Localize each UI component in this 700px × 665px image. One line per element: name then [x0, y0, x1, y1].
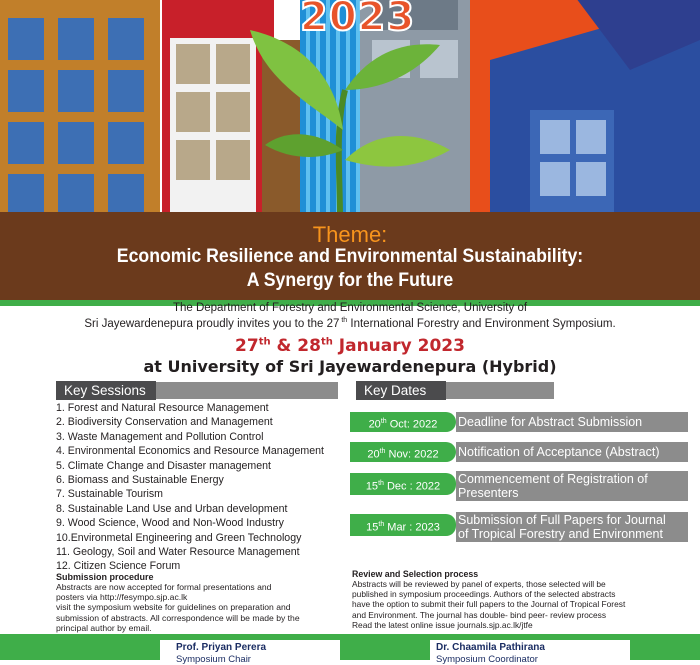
key-date-description: Commencement of Registration of Presenters	[456, 471, 688, 501]
coordinator-name: Dr. Chaamila Pathirana	[436, 642, 545, 653]
list-item: 9. Wood Science, Wood and Non-Wood Industry	[56, 517, 284, 530]
list-item: 2. Biodiversity Conservation and Management	[56, 416, 273, 429]
review-body	[352, 579, 692, 630]
chair-role: Symposium Chair	[176, 654, 251, 665]
theme-title-line-1: Economic Resilience and Environmental Sustainability:	[116, 246, 584, 267]
submission-line: Abstracts are now accepted for formal presentations and	[56, 582, 272, 592]
coordinator-role: Symposium Coordinator	[436, 654, 538, 665]
seedling-icon	[245, 20, 455, 220]
hero-illustration	[0, 0, 700, 222]
theme-label: Theme:	[312, 222, 388, 247]
key-date-description: Notification of Acceptance (Abstract)	[456, 442, 688, 462]
key-date: 15th Mar : 2023	[350, 514, 456, 536]
submission-line: submission of abstracts. All correspondence will be made by the	[56, 612, 300, 623]
invitation-line-2: Sri Jayewardenepura proudly invites you to the 27 $^{th}$ International Forestry and Environment Symposium.	[84, 317, 616, 330]
submission-line: principal author by email.	[56, 622, 152, 633]
list-item: 4. Environmental Economics and Resource Management	[56, 445, 324, 458]
invitation-line-1: The Department of Forestry and Environmental Science, University of	[172, 302, 528, 314]
submission-line: posters via http://fesympo.sjp.ac.lk	[56, 592, 188, 603]
key-date-row	[350, 471, 688, 501]
list-item: 8. Sustainable Land Use and Urban development	[56, 502, 288, 515]
theme-title-line-2: A Synergy for the Future	[246, 270, 454, 291]
event-year: 2023	[300, 0, 416, 40]
event-venue: at University of Sri Jayewardenepura (Hybrid)	[143, 357, 557, 376]
list-item: 5. Climate Change and Disaster management	[56, 459, 271, 472]
key-date-description: Submission of Full Papers for Journal of Tropical Forestry and Environment	[456, 512, 688, 542]
coordinator-card	[430, 640, 630, 665]
event-dates: 27th & 28th January 2023	[235, 336, 465, 356]
review-line: and Environment. The journal has double- bind peer- review process	[352, 609, 607, 620]
submission-body	[56, 582, 336, 633]
key-date-description: Deadline for Abstract Submission	[456, 412, 688, 432]
list-item: 10.Environmetal Engineering and Green Technology	[56, 531, 302, 544]
review-title: Review and Selection process	[352, 569, 479, 579]
key-date: 20th Nov: 2022	[350, 442, 456, 462]
review-line: published in symposium proceedings. Authors of the selected abstracts	[352, 589, 616, 600]
key-date: 15th Dec : 2022	[350, 473, 456, 495]
left-building-windows	[8, 18, 148, 218]
submission-title: Submission procedure	[56, 572, 154, 582]
dates-heading: Key Dates	[356, 381, 446, 400]
key-date-row	[350, 412, 688, 432]
list-item: 12. Citizen Science Forum	[56, 560, 181, 573]
key-date-row	[350, 512, 688, 542]
chair-card	[160, 640, 340, 665]
sessions-heading: Key Sessions	[56, 381, 156, 400]
review-line: have the option to submit their full papers to the Journal of Tropical Forest	[352, 599, 626, 610]
list-item: 6. Biomass and Sustainable Energy	[56, 474, 224, 487]
review-line: Read the latest online issue journals.sjp.ac.lk/jtfe	[352, 619, 533, 630]
submission-line: visit the symposium website for guidelines on preparation and	[56, 602, 291, 613]
review-line: Abstracts will be reviewed by panel of experts, those selected will be	[352, 579, 606, 589]
list-item: 1. Forest and Natural Resource Management	[56, 402, 269, 414]
key-date: 20th Oct: 2022	[350, 412, 456, 432]
chair-name: Prof. Priyan Perera	[176, 642, 267, 653]
list-item: 3. Waste Management and Pollution Control	[56, 430, 264, 443]
list-item: 11. Geology, Soil and Water Resource Management	[56, 546, 300, 559]
blue-house	[470, 0, 700, 222]
list-item: 7. Sustainable Tourism	[56, 488, 163, 501]
sessions-list	[56, 401, 356, 574]
key-date-row	[350, 442, 688, 462]
